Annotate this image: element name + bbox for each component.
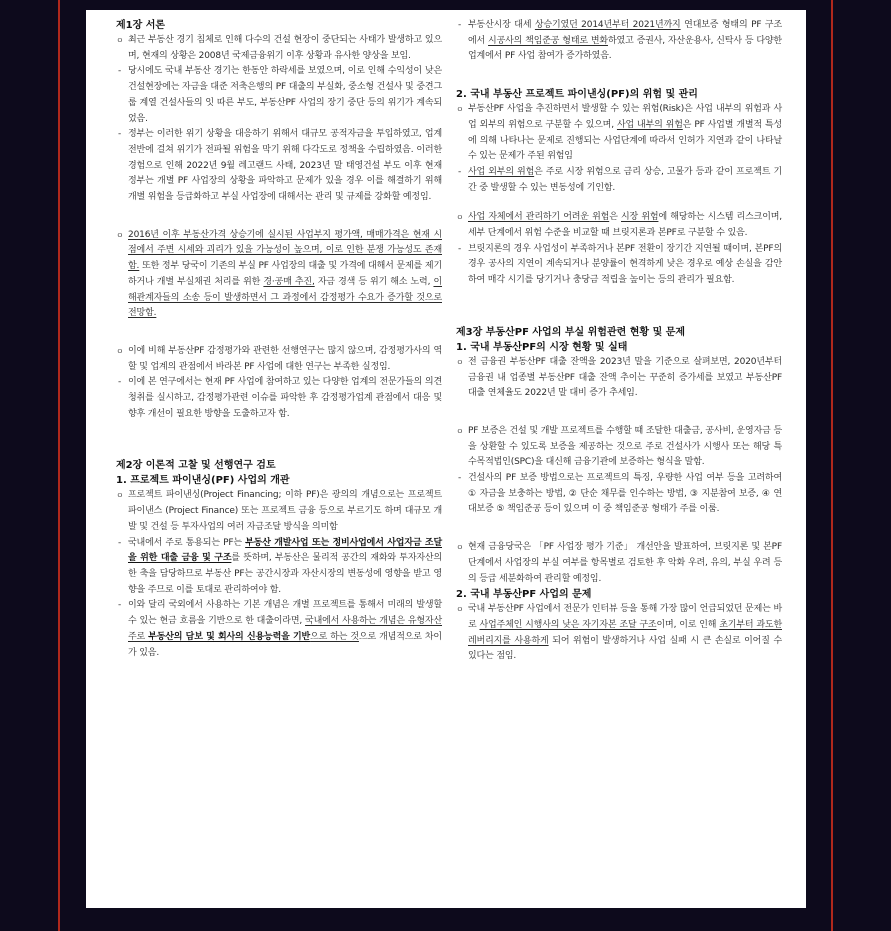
ch2-paragraph-3 [116,598,442,661]
top-p1-underline-2: 시공사의 책임준공 형태로 변화 [488,35,608,46]
sec2-p3-text-2: 에 해당하는 시스템 리스크이며, 세부 단계에서 위험 수준을 비교할 때 브릿지론과 본PF로 구분할 수 있음. [468,212,782,239]
ch2-p2-text-2: 를 뜻하며, 부동산은 물리적 공간의 재화와 투자자산의 한 축을 담당하므로 부동산 PF는 공간시장과 자산시장의 변동성에 영향을 받고 영향을 주므로 이를 토대로 관리하여야 함. [128,553,442,595]
chapter3-title: 제3장 부동산PF 사업의 부실 위험관련 현황 및 문제 [456,326,686,338]
ch3-paragraph-2: ㅇ PF 보증은 건설 및 개발 프로젝트를 수행할 때 조달한 대출금, 공사비, 운영자금 등을 상환할 수 있도록 보증을 제공하는 것으로 주로 건설사가 시행사 또는 해당 특수목적법인(SPC)을 대신해 금융기관에 보증하는 형식을 말함. [456,424,782,471]
ch1-p4-underline-2: 경·공매 추진, [263,276,315,287]
ch1-paragraph-6: - 이에 본 연구에서는 현재 PF 사업에 참여하고 있는 다양한 업계의 전문가들의 의견청취를 실시하고, 감정평가관련 이슈를 파악한 후 감정평가업계 관점에서 대응 및 향후 개선이 필요한 방향을 도출하고자 함. [116,375,442,422]
sec2-paragraph-4: - 브릿지론의 경우 사업성이 부족하거나 본PF 전환이 장기간 지연될 때이며, 본PF의 경우 공사의 지연이 계속되거나 분양률이 현격하게 낮은 경우로 예상 손실을 감안하여 매각 시기를 당기거나 충당금 적립을 높이는 등의 관리가 필요함. [456,242,782,289]
ch1-paragraph-3: - 정부는 이러한 위기 상황을 대응하기 위해서 대규모 공적자금을 투입하였고, 업계 전반에 걸쳐 위기가 전파될 위험을 막기 위해 다각도로 정책을 수립하였음. 이러한 경험으로 인해 2022년 9월 레고랜드 사태, 2023년 말 태영건설 부도 이후 현재 정부는 개별 PF 사업장의 상황을 파악하고 문제가 있을 경우 이를 해결하기 위해 개별 위험을 등급화하고 부실 사업장에 대해서는 관리 및 규제를 강화할 예정임. [116,127,442,206]
ch3-p5-underline-1: 사업주체인 시행사의 낮은 자기자본 조달 구조 [479,619,657,630]
ch1-p4-underline-3: 이해관계자들의 소송 등이 발생하면서 그 과정에서 감정평가 수요가 증가할 것으로 전망함. [128,276,443,319]
ch3-p5-underline-2: 초기부터 과도한 레버리지를 사용하게 [468,619,782,646]
ch2-p3-bold-underline: 부동산의 담보 및 회사의 신용능력을 기반 [148,631,311,642]
left-column [116,18,442,661]
top-p1-underline-1: 상승기였던 2014년부터 2021년까지 [534,20,681,30]
sec2-p3-underline-1: 사업 자체에서 관리하기 어려운 위험 [468,212,610,223]
ch3-p5-text-3: 되어 위험이 발생하거나 사업 실패 시 큰 손실로 이어질 수 있다는 점임. [468,635,783,662]
ch3-section1-title: 1. 국내 부동산PF의 시장 현황 및 실태 [456,341,628,353]
ch2-paragraph-2 [116,536,442,599]
sec2-p2-underline: 사업 외부의 위험 [468,166,535,177]
sec2-p3-text-1: 은 [609,212,621,223]
left-frame-line [58,0,60,931]
ch3-section2-title: 2. 국내 부동산PF 사업의 문제 [456,589,592,601]
ch2-p3-underline-1: 국내에서 사용하는 개념은 유형자산 주로 [128,616,443,642]
top-p1-text-3: 하였고 증권사, 자산운용사, 신탁사 등 다양한 업계에서 PF 사업 참여가 증가하였음. [468,35,782,62]
sec2-p1-text-2: 은 PF 사업별 개별적 특성에 의해 나타나는 문제로 진행되는 사업단계에 따라서 인허가 지연과 같이 나타날 수 있는 문제가 주된 위험임 [468,119,783,162]
ch2-p3-text-2: 으로 개념적으로 차이가 있음. [128,631,442,658]
ch3-p5-text-2: 이며, 이로 인해 [656,619,720,630]
ch2-section1-title: 1. 프로젝트 파이낸싱(PF) 사업의 개관 [116,475,290,487]
right-frame-line [831,0,833,931]
sec2-p1-underline: 사업 내부의 위험 [616,119,683,130]
sec2-paragraph-3 [456,210,782,241]
ch2-p3-underline-2: 으로 하는 것 [310,631,359,642]
ch1-paragraph-5: ㅇ 이에 비해 부동산PF 감정평가와 관련한 선행연구는 많지 않으며, 감정평가사의 역할 및 업계의 관점에서 바라본 PF 사업에 대한 연구는 부족한 실정임. [116,344,442,375]
top-p1-text-2: 연대보증 형태의 PF 구조에서 [468,20,783,46]
ch2-p2-bold-underline: 부동산 개발사업 또는 정비사업에서 사업자금 조달을 위한 대출 금융 및 구조 [128,537,442,564]
ch3-paragraph-3: - 건설사의 PF 보증 방법으로는 프로젝트의 특징, 우량한 사업 여부 등을 고려하여 ① 자금을 보충하는 방법, ② 단순 채무를 인수하는 방법, ③ 지분참여 보증, ④ 연대보증 ⑤ 책임준공 등이 있으며 이 중 책임준공 형태가 주를 이룸. [456,471,782,518]
chapter2-title: 제2장 이론적 고찰 및 선행연구 검토 [116,460,276,472]
ch2-p2-text-1: 국내에서 주로 통용되는 PF는 [128,537,246,548]
sec2-paragraph-1 [456,102,782,165]
ch1-p4-text-2: 자금 경색 등 위기 해소 노력, [314,276,434,287]
chapter1-title: 제1장 서론 [116,20,166,31]
ch1-paragraph-2: - 당시에도 국내 부동산 경기는 한동안 하락세를 보였으며, 이로 인해 수익성이 낮은 건설현장에는 자금을 대준 저축은행의 PF 대출의 부실화, 중소형 건설사 및 중견그룹 계열 건설사들의 잇 따른 부도, 부동산PF 사업의 장기 중단 등의 위기가 계속되었음. [116,64,442,127]
ch3-paragraph-5 [456,602,782,665]
ch3-p5-text-1: 국내 부동산PF 사업에서 전문가 인터뷰 등을 통해 가장 많이 언급되었던 문제는 바로 [468,604,782,630]
section2-title: 2. 국내 부동산 프로젝트 파이낸싱(PF)의 위험 및 관리 [456,89,698,101]
document-page [86,10,806,908]
top-paragraph-1 [456,18,782,65]
sec2-paragraph-2 [456,165,782,196]
ch1-paragraph-4 [116,228,442,322]
sec2-p3-underline-2: 시장 위험 [621,212,659,223]
sec2-p1-text-1: 부동산PF 사업을 추진하면서 발생할 수 있는 위험(Risk)은 사업 내부의 위험과 사업 외부의 위험으로 구분할 수 있으며, [468,104,782,130]
sec2-p2-text: 은 주로 시장 위험으로 금리 상승, 고물가 등과 같이 프로젝트 기간 중 발생할 수 있는 변동성에 기인함. [468,166,782,193]
top-p1-text-1: 부동산시장 대세 [468,20,535,30]
ch3-paragraph-4: ㅇ 현재 금융당국은 「PF 사업장 평가 기준」 개선안을 발표하여, 브릿지론 및 본PF 단계에서 사업장의 부실 여부를 항목별로 검토한 후 악화 우려, 유의, 부실 우려 등의 등급 세분화하여 관리할 예정임. [456,540,782,587]
ch1-p4-underline-1: 2016년 이후 부동산가격 상승기에 실시된 사업부지 평가액, 매매가격은 현재 시점에서 주변 시세와 괴리가 있을 가능성이 높으며, 이로 인한 분쟁 가능성도 존재함. [128,229,442,272]
ch2-paragraph-1: ㅇ 프로젝트 파이낸싱(Project Financing; 이하 PF)은 광의의 개념으로는 프로젝트 파이낸스 (Project Finance) 또는 프로젝트 금융 등으로 부르기도 하며 대규모 개발 및 건설 등 투자사업의 여러 자금조달 방식을 의미함 [116,488,442,535]
ch2-p3-text-1: 이와 달리 국외에서 사용하는 기본 개념은 개별 프로젝트를 통해서 미래의 발생할 수 있는 현금 흐름을 기반으로 한 대출이라면, [128,600,442,627]
ch3-paragraph-1: ㅇ 전 금융권 부동산PF 대출 잔액을 2023년 말을 기준으로 살펴보면, 2020년부터 금융권 내 업종별 부동산PF 대출 잔액 추이는 꾸준히 증가세를 보였고 부동산PF 대출 연체율도 2022년 말 대비 증가 추세임. [456,355,782,402]
ch1-p4-text-1: 또한 정부 당국이 기존의 부실 PF 사업장의 대출 및 가격에 대해서 문제를 제기하거나 개별 부실채권 처리를 위한 [128,261,442,287]
right-column [456,18,782,665]
ch1-paragraph-1: ㅇ 최근 부동산 경기 침체로 인해 다수의 건설 현장이 중단되는 사태가 발생하고 있으며, 현재의 상황은 2008년 국제금융위기 이후 상황과 유사한 양상을 보임. [116,33,442,64]
